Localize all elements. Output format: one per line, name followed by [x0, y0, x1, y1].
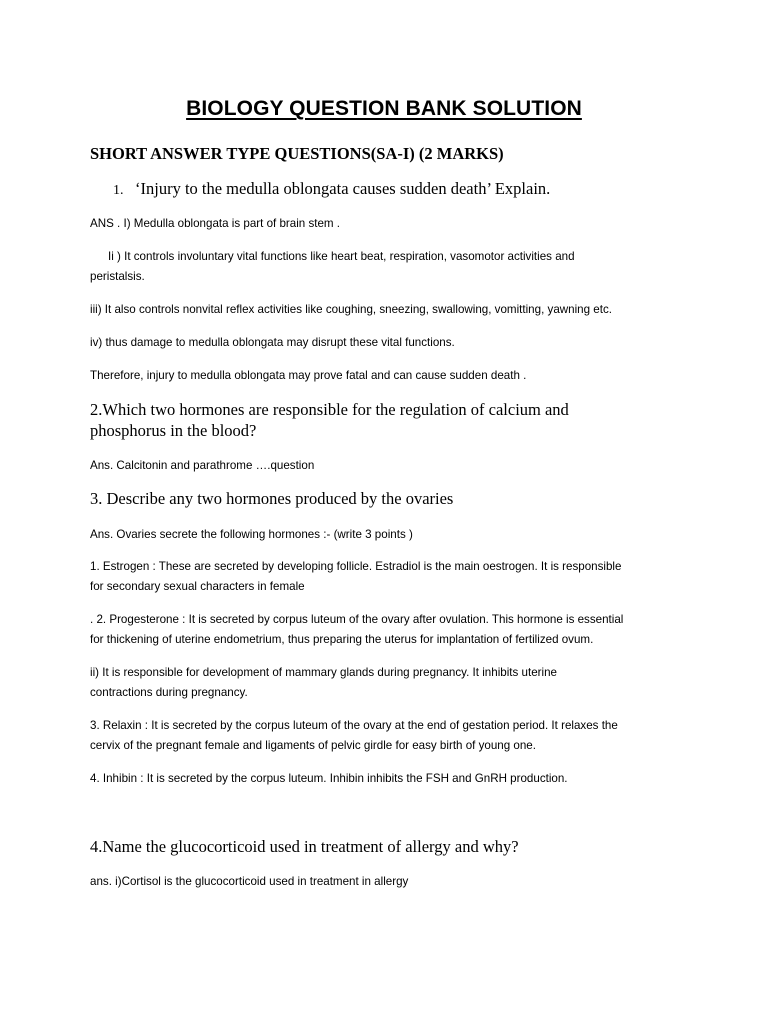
- answer-3-point-2a: . 2. Progesterone : It is secreted by corpus luteum of the ovary after ovulation. This hormone is essential: [90, 613, 624, 626]
- question-2-line-1: 2.Which two hormones are responsible for the regulation of calcium and: [90, 400, 569, 419]
- document-title: [0, 94, 768, 124]
- answer-1-conclusion: Therefore, injury to medulla oblongata may prove fatal and can cause sudden death .: [90, 369, 527, 382]
- answer-3-point-2d: contractions during pregnancy.: [90, 686, 248, 699]
- answer-4: ans. i)Cortisol is the glucocorticoid used in treatment in allergy: [90, 875, 409, 888]
- answer-1-line-1: ANS . I) Medulla oblongata is part of brain stem .: [90, 217, 341, 230]
- answer-3-intro: Ans. Ovaries secrete the following hormones :- (write 3 points ): [90, 528, 413, 541]
- section-heading: SHORT ANSWER TYPE QUESTIONS(SA-I) (2 MARKS): [90, 144, 504, 163]
- question-1-number: 1.: [113, 183, 124, 198]
- answer-2: Ans. Calcitonin and parathrome ….question: [90, 459, 315, 472]
- answer-1-line-3: iii) It also controls nonvital reflex activities like coughing, sneezing, swallowing, vomitting, yawning etc.: [90, 303, 612, 316]
- answer-1-line-2a: Ii ) It controls involuntary vital functions like heart beat, respiration, vasomotor activities and: [108, 250, 575, 263]
- answer-3-point-3a: 3. Relaxin : It is secreted by the corpus luteum of the ovary at the end of gestation period. It relaxes the: [90, 719, 618, 732]
- question-1: [113, 179, 550, 201]
- answer-3-point-3b: cervix of the pregnant female and ligaments of pelvic girdle for easy birth of young one.: [90, 739, 536, 752]
- question-4: 4.Name the glucocorticoid used in treatment of allergy and why?: [90, 837, 519, 856]
- answer-3-point-1b: for secondary sexual characters in female: [90, 580, 305, 593]
- question-2-line-2: phosphorus in the blood?: [90, 421, 257, 440]
- document-title-text: BIOLOGY QUESTION BANK SOLUTION: [186, 97, 582, 120]
- answer-3-point-4: 4. Inhibin : It is secreted by the corpus luteum. Inhibin inhibits the FSH and GnRH production.: [90, 772, 568, 785]
- answer-3-point-2b: for thickening of uterine endometrium, thus preparing the uterus for implantation of fertilized ovum.: [90, 633, 594, 646]
- answer-3-point-2c: ii) It is responsible for development of mammary glands during pregnancy. It inhibits uterine: [90, 666, 557, 679]
- answer-1-line-2b: peristalsis.: [90, 270, 145, 283]
- answer-1-line-4: iv) thus damage to medulla oblongata may disrupt these vital functions.: [90, 336, 455, 349]
- question-1-text: ‘Injury to the medulla oblongata causes sudden death’ Explain.: [135, 179, 551, 198]
- question-3: 3. Describe any two hormones produced by the ovaries: [90, 489, 454, 508]
- answer-3-point-1a: 1. Estrogen : These are secreted by developing follicle. Estradiol is the main oestrogen. It is responsible: [90, 560, 622, 573]
